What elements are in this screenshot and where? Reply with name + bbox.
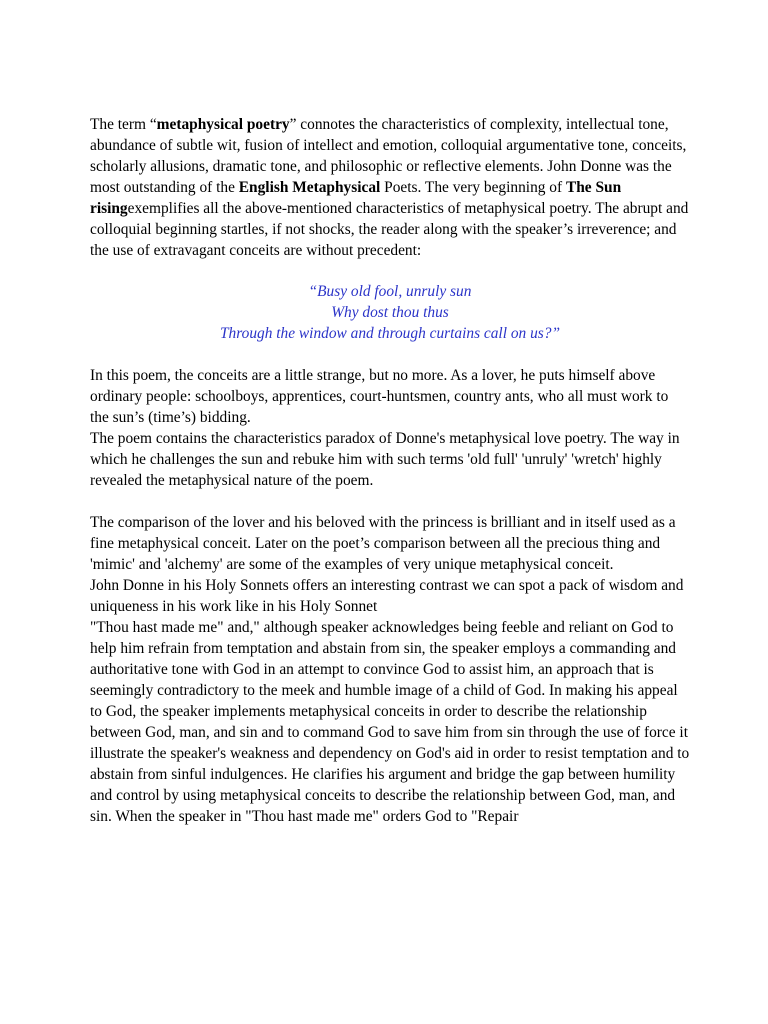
- term-english-metaphysical: English Metaphysical: [238, 179, 381, 196]
- intro-text-3: Poets. The very beginning of: [380, 179, 566, 196]
- quote-line-1: “Busy old fool, unruly sun: [308, 283, 472, 300]
- paragraph-thou-hast-made-me: "Thou hast made me" and," although speaker acknowledges being feeble and reliant on God to help him refrain from temptation and abstain from sin, the speaker employs a commanding and authoritative tone with God in an attempt to convince God to assist him, an approach that is seemingly contradictory to the meek and humble image of a child of God. In making his appeal to God, the speaker implements metaphysical conceits in order to describe the relationship between God, man, and sin and to command God to save him from sin through the use of force it illustrate the speaker's weakness and dependency on God's aid in order to resist temptation and to abstain from sinful indulgences. He clarifies his argument and bridge the gap between humility and control by using metaphysical conceits to describe the relationship between God, man, and sin. When the speaker in "Thou hast made me" orders God to "Repair: [90, 619, 690, 825]
- paragraph-paradox: The poem contains the characteristics paradox of Donne's metaphysical love poetry. The way in which he challenges the sun and rebuke him with such terms 'old full' 'unruly' 'wretch' highly revealed the metaphysical nature of the poem.: [90, 430, 680, 489]
- term-metaphysical-poetry: metaphysical poetry: [156, 116, 290, 133]
- quote-line-3: Through the window and through curtains call on us?”: [219, 325, 561, 342]
- title-the-sun-rising: The Sun rising: [90, 179, 622, 217]
- paragraph-gap: [90, 491, 690, 512]
- intro-text-2: ” connotes the characteristics of complexity, intellectual tone, abundance of subtle wit, fusion of intellect and emotion, colloquial argumentative tone, conceits, scholarly allusions, dramatic tone, and philosophic or reflective elements. John Donne was the most outstanding of the: [90, 116, 687, 196]
- intro-paragraph: [90, 114, 690, 261]
- intro-text-4: exemplifies all the above-mentioned characteristics of metaphysical poetry. The abrupt and colloquial beginning startles, if not shocks, the reader along with the speaker’s irreverence; and the use of extravagant conceits are without precedent:: [90, 200, 689, 259]
- quote-line-2: Why dost thou thus: [331, 304, 449, 321]
- paragraph-conceits: In this poem, the conceits are a little strange, but no more. As a lover, he puts himself above ordinary people: schoolboys, apprentices, court-huntsmen, country ants, who all must work to the sun’s (time’s) bidding.: [90, 367, 669, 426]
- document-page: [90, 114, 690, 827]
- poem-quote: [90, 281, 690, 344]
- paragraph-comparison: The comparison of the lover and his beloved with the princess is brilliant and in itself used as a fine metaphysical conceit. Later on the poet’s comparison between all the precious thing and 'mimic' and 'alchemy' are some of the examples of very unique metaphysical conceit.: [90, 514, 676, 573]
- intro-text-1: The term “: [90, 116, 157, 133]
- paragraph-holy-sonnets: John Donne in his Holy Sonnets offers an interesting contrast we can spot a pack of wisdom and uniqueness in his work like in his Holy Sonnet: [90, 577, 684, 615]
